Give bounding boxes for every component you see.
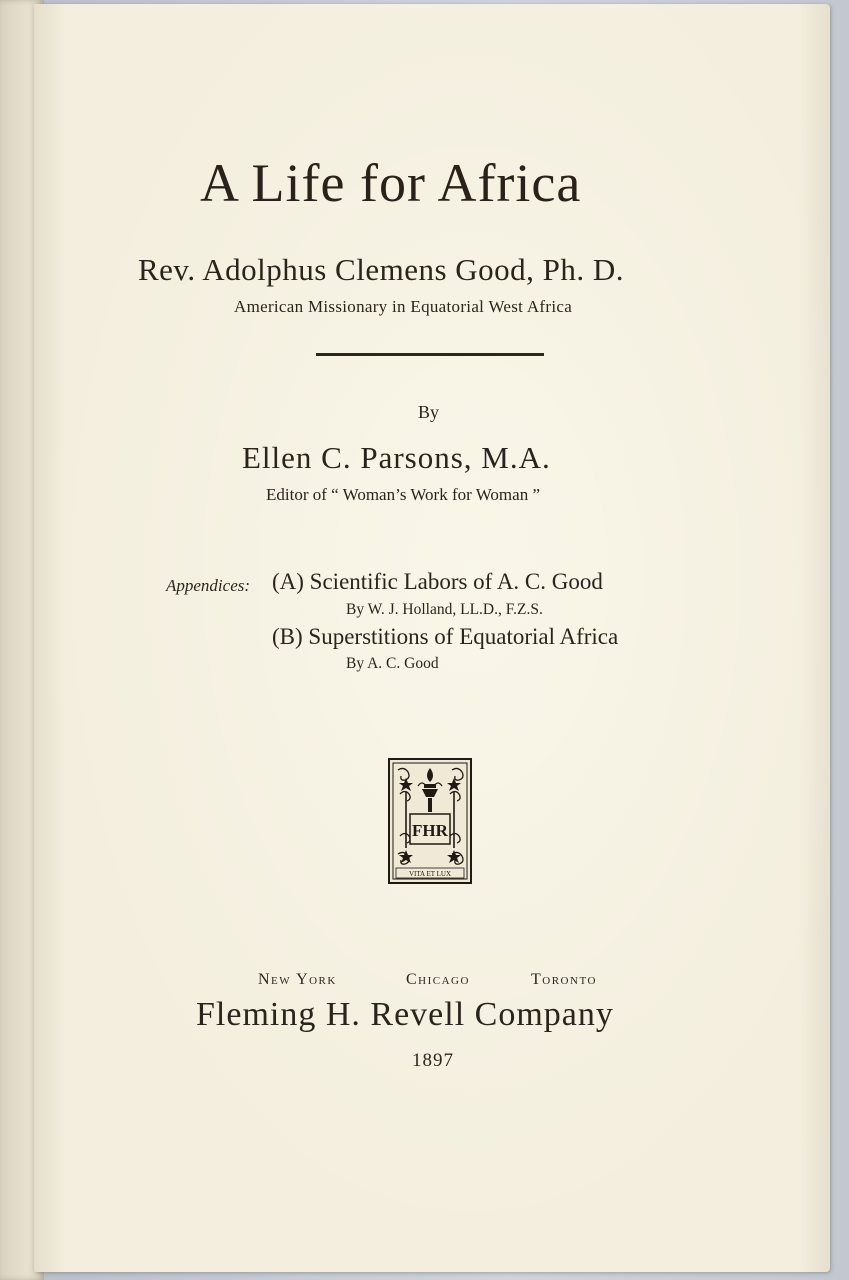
appendices-label: Appendices: <box>166 576 251 595</box>
publication-year: 1897 <box>412 1050 454 1071</box>
city-new-york: New York <box>258 971 337 988</box>
appendix-b-title: (B) Superstitions of Equatorial Africa <box>272 624 619 649</box>
title-page <box>34 4 830 1272</box>
divider-rule <box>316 353 544 356</box>
city-chicago: Chicago <box>406 971 470 988</box>
publisher-device-icon <box>388 758 472 884</box>
appendix-a-title: (A) Scientific Labors of A. C. Good <box>272 569 603 594</box>
author-name: Ellen C. Parsons, M.A. <box>242 440 551 475</box>
device-monogram: FHR <box>412 821 448 840</box>
appendix-b-byline: By A. C. Good <box>346 655 439 672</box>
city-toronto: Toronto <box>531 971 597 988</box>
subject-role: American Missionary in Equatorial West Africa <box>234 297 573 316</box>
appendix-a-byline: By W. J. Holland, LL.D., F.Z.S. <box>346 601 543 618</box>
author-role: Editor of “ Woman’s Work for Woman ” <box>266 485 540 504</box>
book-title: A Life for Africa <box>200 153 582 213</box>
by-label: By <box>418 402 440 422</box>
subject-name: Rev. Adolphus Clemens Good, Ph. D. <box>138 252 625 287</box>
publisher-name: Fleming H. Revell Company <box>196 996 614 1033</box>
device-motto: VITA ET LUX <box>408 870 452 878</box>
